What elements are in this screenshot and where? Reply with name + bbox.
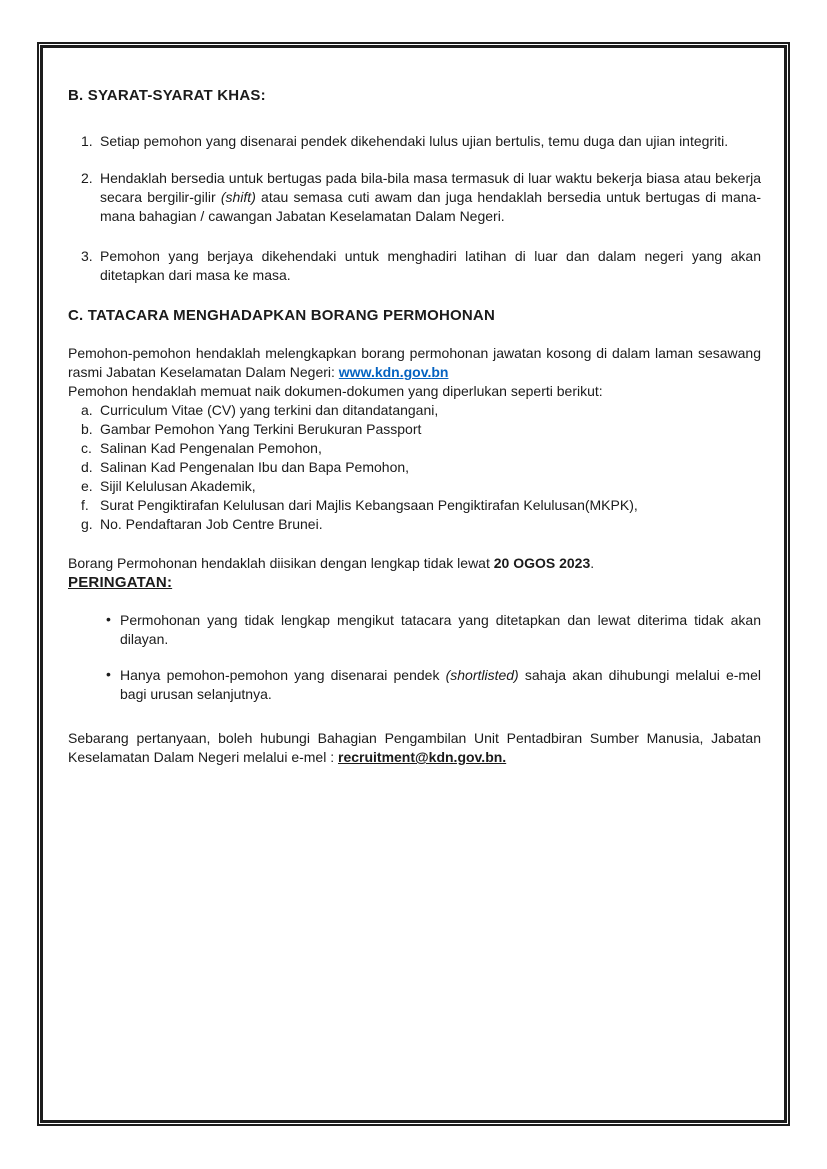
bullet-icon: • <box>106 611 111 627</box>
warning-item-2 <box>106 666 761 704</box>
item-text: Surat Pengiktirafan Kelulusan dari Majlis Kebangsaan Pengiktirafan Kelulusan(MKPK), <box>100 497 638 513</box>
shift-italic: (shift) <box>220 189 256 205</box>
warning-heading: PERINGATAN: <box>68 574 173 591</box>
item-marker: 1. <box>81 133 93 149</box>
item-text: Gambar Pemohon Yang Terkini Berukuran Passport <box>100 421 422 437</box>
document-item-e <box>81 477 761 496</box>
documents-list <box>68 401 761 534</box>
item-text: Curriculum Vitae (CV) yang terkini dan ditandatangani, <box>100 402 439 418</box>
item-text: Setiap pemohon yang disenarai pendek dikehendaki lulus ujian bertulis, temu duga dan ujian integriti. <box>100 133 729 149</box>
deadline-date: 20 OGOS 2023 <box>493 555 591 571</box>
document-item-f <box>81 496 761 515</box>
website-paragraph: Pemohon-pemohon hendaklah melengkapkan borang permohonan jawatan kosong di dalam laman sesawang rasmi Jabatan Keselamatan Dalam Negeri: www.kdn.gov.bn <box>68 345 761 380</box>
item-marker: d. <box>81 459 93 475</box>
item-text: Pemohon yang berjaya dikehendaki untuk menghadiri latihan di luar dan dalam negeri yang akan ditetapkan dari masa ke masa. <box>100 248 761 283</box>
section-b-heading: B. SYARAT-SYARAT KHAS: <box>68 87 266 104</box>
contact-paragraph: Sebarang pertanyaan, boleh hubungi Bahagian Pengambilan Unit Pentadbiran Sumber Manusia, Jabatan Keselamatan Dalam Negeri melalui e-mel : recruitment@kdn.gov.bn. <box>68 730 761 765</box>
item-marker: e. <box>81 478 93 494</box>
item-text: Salinan Kad Pengenalan Pemohon, <box>100 440 322 456</box>
item-text: Sijil Kelulusan Akademik, <box>100 478 256 494</box>
warning-item-1 <box>106 611 761 649</box>
document-page <box>40 45 787 1123</box>
documents-intro-paragraph: Pemohon hendaklah memuat naik dokumen-dokumen yang diperlukan seperti berikut: <box>68 383 603 399</box>
item-text: Hendaklah bersedia untuk bertugas pada bila-bila masa termasuk di luar waktu bekerja biasa atau bekerja secara bergilir-gilir (shift) atau semasa cuti awam dan juga hendaklah bersedia untuk bertugas di mana-mana bahagian / cawangan Jabatan Keselamatan Dalam Negeri. <box>100 170 761 224</box>
document-border-frame <box>37 42 790 1126</box>
document-item-c <box>81 439 761 458</box>
item-text: No. Pendaftaran Job Centre Brunei. <box>100 516 323 532</box>
document-item-a <box>81 401 761 420</box>
numbered-item-1 <box>81 132 761 151</box>
deadline-paragraph: Borang Permohonan hendaklah diisikan dengan lengkap tidak lewat 20 OGOS 2023. <box>68 555 595 571</box>
document-item-d <box>81 458 761 477</box>
kdn-website-link[interactable]: www.kdn.gov.bn <box>338 364 449 380</box>
item-marker: c. <box>81 440 92 456</box>
shortlisted-italic: (shortlisted) <box>445 667 519 683</box>
item-text: Permohonan yang tidak lengkap mengikut tatacara yang ditetapkan dan lewat diterima tidak akan dilayan. <box>120 612 761 647</box>
item-marker: g. <box>81 516 93 532</box>
numbered-item-2 <box>81 169 761 226</box>
item-marker: 2. <box>81 170 93 186</box>
section-c-heading: C. TATACARA MENGHADAPKAN BORANG PERMOHONAN <box>68 307 495 324</box>
item-marker: f. <box>81 497 89 513</box>
document-item-b <box>81 420 761 439</box>
document-item-g <box>81 515 761 534</box>
recruitment-email-link[interactable]: recruitment@kdn.gov.bn. <box>338 749 507 765</box>
item-text: Salinan Kad Pengenalan Ibu dan Bapa Pemohon, <box>100 459 410 475</box>
numbered-item-3 <box>81 247 761 285</box>
item-text: Hanya pemohon-pemohon yang disenarai pendek (shortlisted) sahaja akan dihubungi melalui e-mel bagi urusan selanjutnya. <box>120 667 761 702</box>
item-marker: b. <box>81 421 93 437</box>
item-marker: a. <box>81 402 93 418</box>
bullet-icon: • <box>106 666 111 682</box>
item-marker: 3. <box>81 248 93 264</box>
